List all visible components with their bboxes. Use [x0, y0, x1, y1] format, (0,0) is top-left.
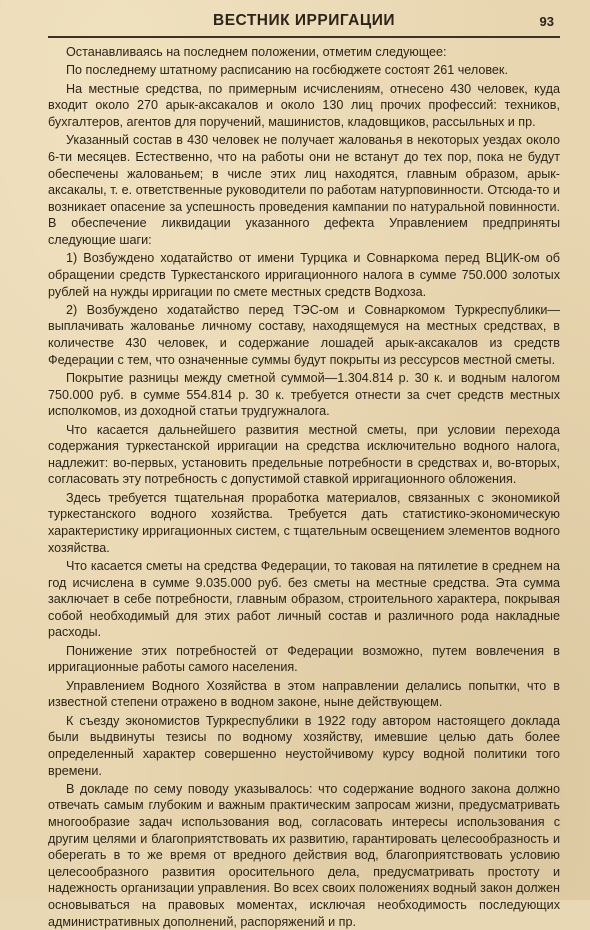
- paragraph: На местные средства, по примерным исчислениям, отнесено 430 человек, куда входит около 270 арык-аксакалов и около 130 лиц прочих профессий: техников, бухгалтеров, агентов для поручений, машинистов, кладовщиков, рассыльных и пр.: [48, 81, 560, 129]
- paragraph: Понижение этих потребностей от Федерации возможно, путем вовлечения в ирригационные работы самого населения.: [48, 643, 560, 675]
- paragraph: Указанный состав в 430 человек не получает жалованья в некоторых уездах около 6-ти месяцев. Естественно, что на работы они не встанут до тех пор, пока не будут обеспечены жалованьем; в числе этих лиц находятся, главным образом, арык-аксакалы, т. е. ответственные руководители по работам натурповинности. Отсюда-то и возникает опасение за успешность проведения кампании по натуральной повинности. В обеспечение ликвидации указанного дефекта Управлением предприняты следующие шаги:: [48, 133, 560, 247]
- paragraph: Останавливаясь на последнем положении, отметим следующее:: [66, 45, 447, 59]
- paragraph: Покрытие разницы между сметной суммой—1.304.814 р. 30 к. и водным налогом 750.000 руб. в сумме 554.814 р. 30 к. требуется отнести за счет средств местных исполкомов, из доходной статьи трудгужналога.: [48, 371, 560, 419]
- paragraph: 1) Возбуждено ходатайство от имени Турцика и Совнаркома перед ВЦИК-ом об обращении средств Туркестанского ирригационного налога в сумме 750.000 золотых рублей на нужды ирригации по смете местных средств Водхоза.: [48, 251, 560, 299]
- page-header: [48, 10, 560, 38]
- body-text: [48, 44, 560, 930]
- paragraph: К съезду экономистов Туркреспублики в 1922 году автором настоящего доклада были выдвинуты тезисы по водному хозяйству, имевшие целью дать более определенный характер совершенно неустойчивому курсу водной политики того времени.: [48, 713, 560, 778]
- paragraph: Управлением Водного Хозяйства в этом направлении делались попытки, что в известной степени отражено в водном законе, ныне действующем.: [48, 678, 560, 710]
- paragraph: Что касается сметы на средства Федерации, то таковая на пятилетие в среднем на год исчислена в сумме 9.035.000 руб. без сметы на местные средства. Эта сумма заключает в себе потребности, главным образом, строительного характера, покрывая собой необходимый для этих работ личный состав и различного рода накладные расходы.: [48, 558, 560, 640]
- page-number: 93: [539, 14, 554, 29]
- paragraph: По последнему штатному расписанию на госбюджете состоят 261 человек.: [66, 63, 508, 78]
- paragraph: Здесь требуется тщательная проработка материалов, связанных с экономикой туркестанского водного хозяйства. Требуется дать статистико-экономическую характеристику ирригационных систем, с тщательным освещением элементов водного хозяйства.: [48, 490, 560, 555]
- paragraph: 2) Возбуждено ходатайство перед ТЭС-ом и Совнаркомом Туркреспублики—выплачивать жалованье личному составу, находящемуся на местных средствах, в количестве 430 человек, и содержание лошадей арык-аксакалов из средств Федерации с тем, что означенные суммы будут покрыты из рессурсов местной сметы.: [48, 302, 560, 367]
- running-title: ВЕСТНИК ИРРИГАЦИИ: [213, 12, 395, 29]
- paragraph: В докладе по сему поводу указывалось: что содержание водного закона должно отвечать самым глубоким и важным практическим запросам жизни, предусматривать многообразие задач использования вод, согласовать интересы использования с другим целями и благоприятствовать их развитию, гарантировать целесообразность и оберегать в то же время от вредного действия вод, благоприятствовать условию целесообразного развития оросительного дела, предусматривать простоту и надежность организации управления. Во всех своих положениях водный закон должен основываться на правовых моментах, исключая необходимость последующих административных дополнений, распоряжений и пр.: [48, 781, 560, 929]
- paragraph: Что касается дальнейшего развития местной сметы, при условии перехода содержания туркестанской ирригации на средства исключительно водного налога, надлежит: во-первых, установить предельные потребности в средствах и, во-вторых, согласовать эту потребность с допустимой ставкой ирригационного обложения.: [48, 422, 560, 487]
